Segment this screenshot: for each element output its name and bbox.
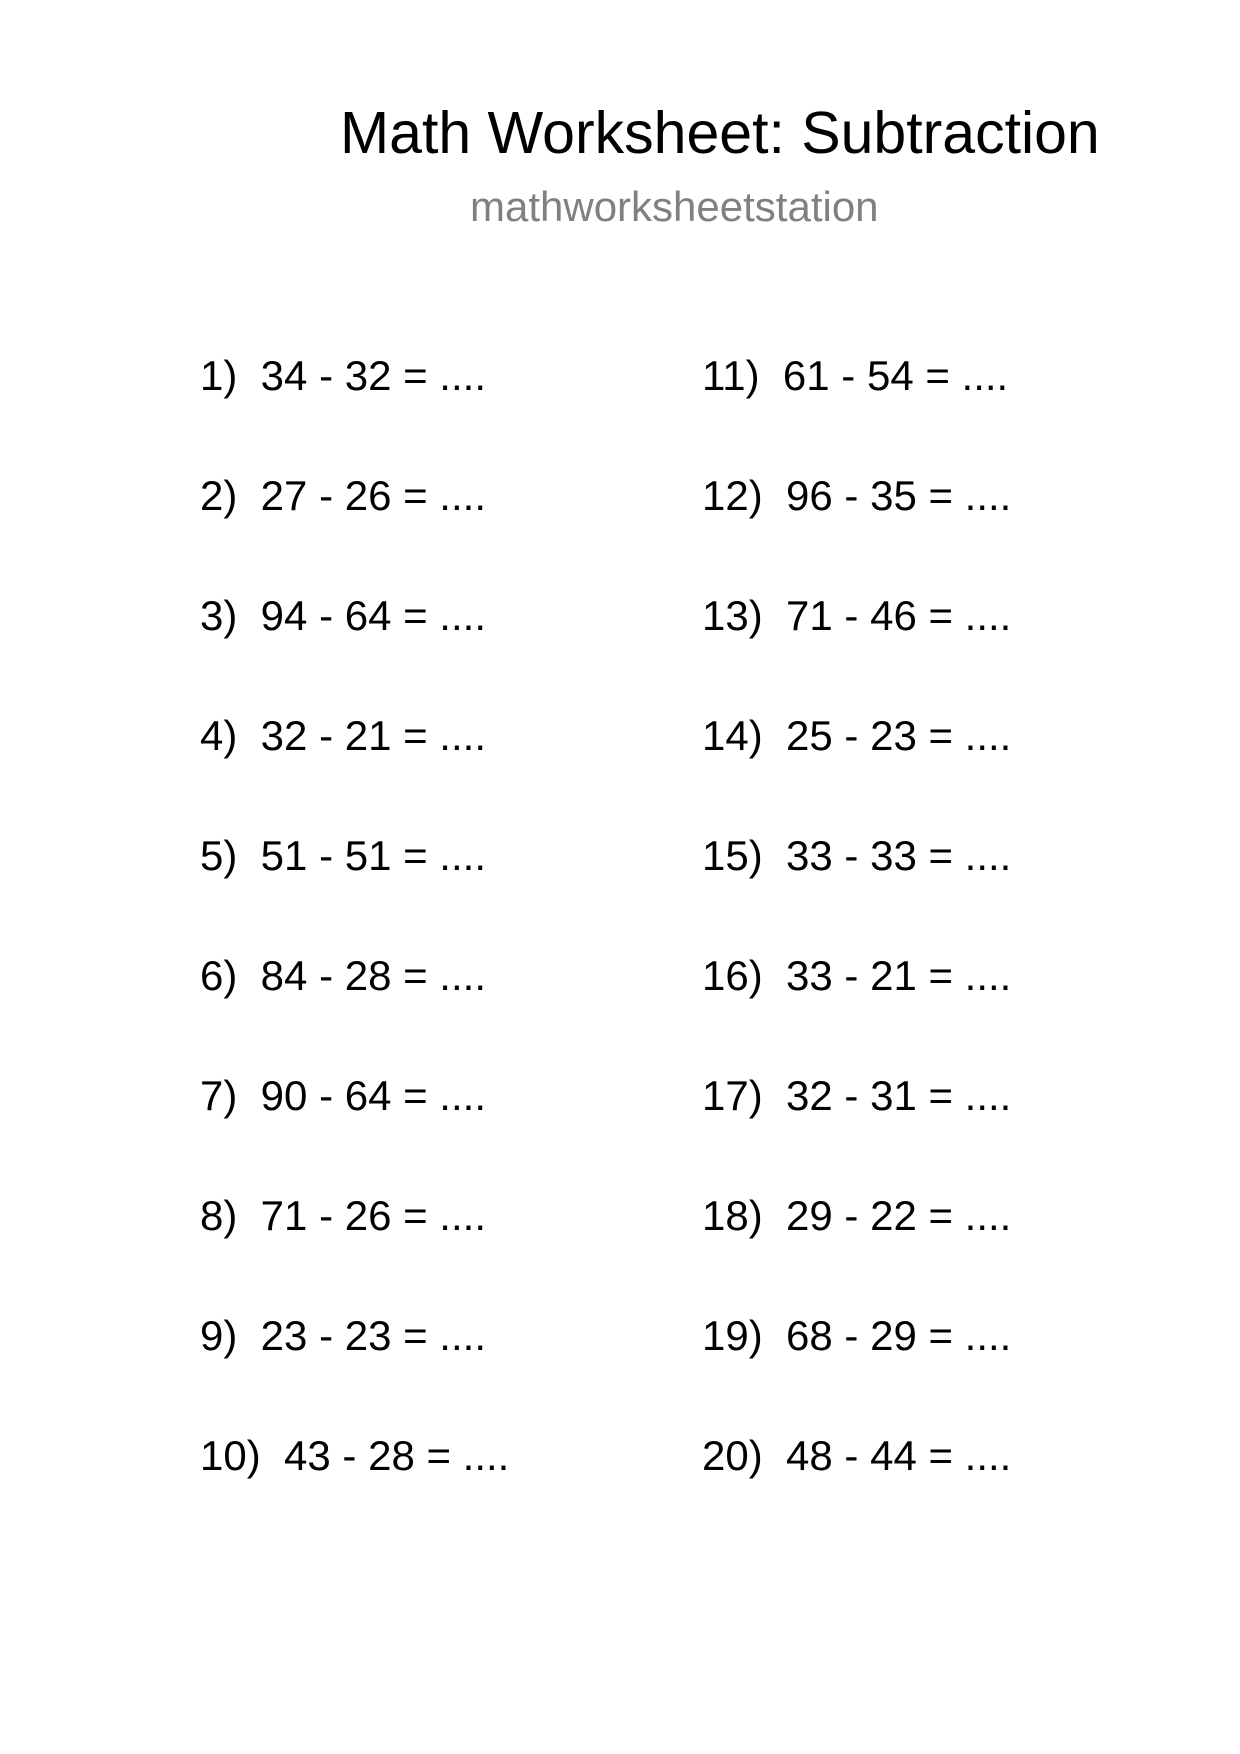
worksheet-subtitle: mathworksheetstation [470,183,879,230]
problem-3: 3) 94 - 64 = .... [200,592,486,639]
problem-5: 5) 51 - 51 = .... [200,832,486,879]
worksheet-title: Math Worksheet: Subtraction [340,100,1100,166]
problem-2: 2) 27 - 26 = .... [200,472,486,519]
problem-11: 11) 61 - 54 = .... [702,352,1009,399]
problem-19: 19) 68 - 29 = .... [702,1312,1012,1359]
problem-8: 8) 71 - 26 = .... [200,1192,486,1239]
problem-6: 6) 84 - 28 = .... [200,952,486,999]
problem-14: 14) 25 - 23 = .... [702,712,1012,759]
problem-10: 10) 43 - 28 = .... [200,1432,510,1479]
problem-9: 9) 23 - 23 = .... [200,1312,486,1359]
problem-13: 13) 71 - 46 = .... [702,592,1012,639]
problem-1: 1) 34 - 32 = .... [200,352,486,399]
problem-12: 12) 96 - 35 = .... [702,472,1012,519]
problem-7: 7) 90 - 64 = .... [200,1072,486,1119]
problem-15: 15) 33 - 33 = .... [702,832,1012,879]
problem-20: 20) 48 - 44 = .... [702,1432,1012,1479]
problem-17: 17) 32 - 31 = .... [702,1072,1012,1119]
problem-4: 4) 32 - 21 = .... [200,712,486,759]
problem-18: 18) 29 - 22 = .... [702,1192,1012,1239]
problem-16: 16) 33 - 21 = .... [702,952,1012,999]
